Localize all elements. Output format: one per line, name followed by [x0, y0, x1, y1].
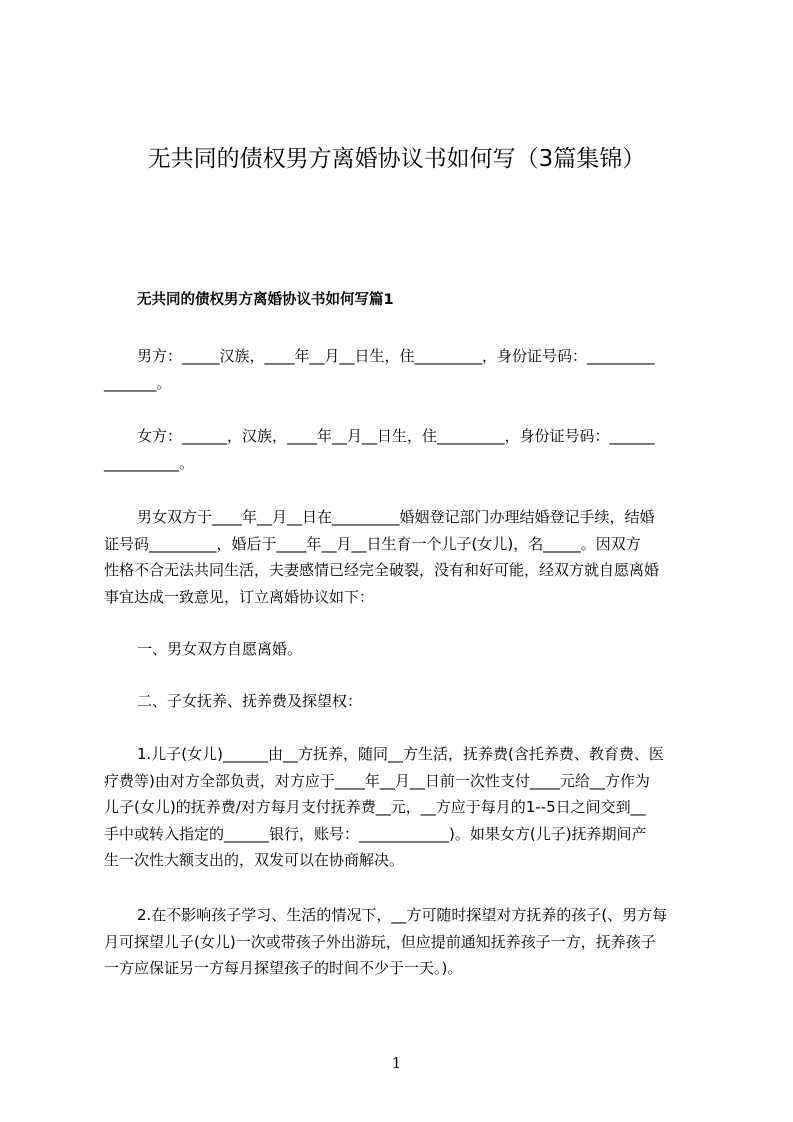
text-line: 疗费等)由对方全部负责，对方应于____年__月__日前一次性支付____元给__方作为 — [104, 771, 650, 790]
paragraph-female-party — [104, 423, 709, 476]
clause-2-item-2 — [104, 902, 709, 982]
text-line: __________。 — [104, 453, 195, 472]
text-line: 月可探望儿子(女儿)一次或带孩子外出游玩，但应提前通知抚养孩子一方，抚养孩子 — [104, 932, 656, 951]
text-line: 性格不合无法共同生活，夫妻感情已经完全破裂，没有和好可能，经双方就自愿离婚 — [104, 561, 660, 579]
text-line: 男女双方于____年__月__日在_________婚姻登记部门办理结婚登记手续，结婚 — [137, 508, 655, 526]
text-line: 手中或转入指定的______银行，账号：____________)。如果女方(儿子)抚养期间产 — [104, 824, 647, 843]
text-line: 生一次性大额支出的，双发可以在协商解决。 — [104, 851, 405, 869]
text-line: 证号码_________，婚后于____年__月__日生育一个儿子(女儿)，名_____。因双方 — [104, 534, 641, 553]
clause-1 — [104, 636, 709, 663]
text-line: 一、男女双方自愿离婚。 — [137, 640, 303, 658]
text-line: 女方：______，汉族，____年__月__日生，住_________，身份证号码：______ — [137, 427, 655, 445]
text-line: 2.在不影响孩子学习、生活的情况下，__方可随时探望对方抚养的孩子(、男方每 — [137, 906, 668, 924]
text-line: _______。 — [104, 373, 172, 392]
text-line: 事宜达成一致意见，订立离婚协议如下： — [104, 587, 375, 606]
text-line: 一方应保证另一方每月探望孩子的时间不少于一天。)。 — [104, 959, 463, 977]
page-number: 1 — [391, 1054, 402, 1072]
clause-2-heading — [104, 688, 709, 715]
clause-2-item-1 — [104, 741, 709, 874]
text-line: 二、子女抚养、抚养费及探望权： — [137, 692, 363, 710]
section-heading: 无共同的债权男方离婚协议书如何写篇1 — [137, 292, 394, 308]
text-line: 儿子(女儿)的抚养费/对方每月支付抚养费__元，__方应于每月的1--5日之间交到__ — [104, 798, 646, 816]
text-line: 1.儿子(女儿)______由__方抚养，随同__方生活，抚养费(含托养费、教育费、医 — [137, 745, 664, 763]
text-line: 男方：_____汉族，____年__月__日生，住_________，身份证号码：_________ — [137, 347, 655, 365]
paragraph-marriage-info — [104, 504, 709, 610]
paragraph-male-party — [104, 343, 709, 396]
document-title: 无共同的债权男方离婚协议书如何写（3篇集锦） — [147, 146, 646, 172]
